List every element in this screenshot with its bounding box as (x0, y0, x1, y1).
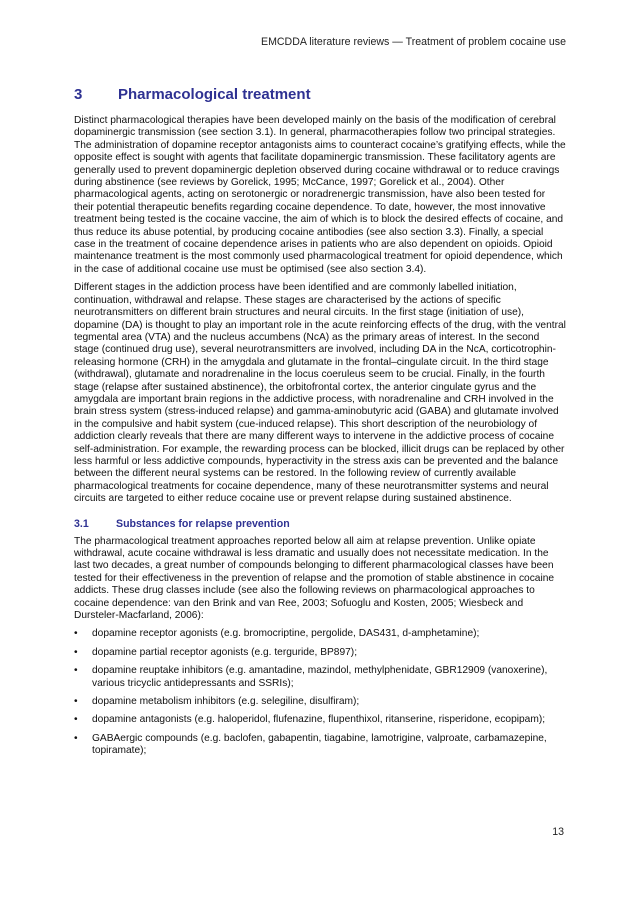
bullet-icon: • (74, 646, 78, 658)
list-item (74, 647, 566, 659)
intro-paragraph-1: Distinct pharmacological therapies have been developed mainly on the basis of the modification of cerebral dopaminergic transmission (see section 3.1). In general, pharmacotherapies follow two principal strategies. The administration of dopamine receptor antagonists aims to counteract cocaine’s gratifying effects, while the opposite effect is sought with agents that facilitate dopaminergic transmission. These facilitatory agents are generally used to prevent dopaminergic depletion observed during cocaine withdrawal or to reduce cravings during abstinence (see reviews by Gorelick, 1995; McCance, 1997; Gorelick et al., 2004). Other pharmacological agents, acting on serotonergic or noradrenergic transmission, have also been tested for their potential therapeutic benefits regarding cocaine dependence. To date, however, the most innovative treatment being tested is the cocaine vaccine, the aim of which is to block the desired effects of cocaine, and thus reduce its abuse potential, by producing cocaine antibodies (see also section 3.3). Finally, a special case in the treatment of cocaine dependence arises in patients who are also dependent on opioids. Opioid maintenance treatment is the most commonly used pharmacological treatment for opioid dependence, which in the case of additional cocaine use must be optimised (see also section 3.4). (74, 115, 566, 275)
bullet-icon: • (74, 665, 78, 677)
drug-class-list (74, 628, 566, 757)
bullet-icon: • (74, 696, 78, 708)
intro-paragraph-2: Different stages in the addiction process have been identified and are commonly labelled initiation, continuation, withdrawal and relapse. These stages are characterised by the actions of specific neurotransmitters on different brain structures and neural circuits. In the first stage (initiation of use), dopamine (DA) is thought to play an important role in the acute reinforcing effects of the drug, with the ventral tegmental area (VTA) and the nucleus accumbens (NcA) as the primary areas of interest. In the second stage (continued drug use), several neurotransmitters are involved, including DA in the NcA, corticotrophin-releasing hormone (CRH) in the amygdala and glutamate in the frontal–cingulate circuit. In the third stage (withdrawal), glutamate and noradrenaline in the locus coeruleus seem to be crucial. Finally, in the fourth stage (relapse after sustained abstinence), the orbitofrontal cortex, the anterior cingulate gyrus and the amygdala are important brain regions in the addictive process, with noradrenaline and CRH involved in the brain stress system (stress-induced relapse) and gamma-aminobutyric acid (GABA) and glutamate involved in the compulsive and habit system (cue-induced relapse). This short description of the neurobiology of addiction clearly reveals that there are many different ways to intervene in the addictive process of cocaine self-administration. For example, the rewarding process can be blocked, illicit drugs can be replaced by other less harmful or less addictive compounds, hyperactivity in the stress axis can be prevented and the balance between the different neural systems can be restored. In the following review of currently available pharmacological treatments for cocaine dependence, many of these neurotransmitter systems and neural circuits are targeted to either reduce cocaine use or prevent relapse during sustained abstinence. (74, 282, 566, 505)
section-number: 3.1 (74, 517, 89, 530)
chapter-number: 3 (74, 86, 83, 103)
list-item-text: dopamine partial receptor agonists (e.g. terguride, BP897); (92, 646, 358, 658)
bullet-icon: • (74, 714, 78, 726)
list-item (74, 714, 566, 726)
page-content (74, 86, 566, 764)
list-item-text: dopamine receptor agonists (e.g. bromocriptine, pergolide, DAS431, d-amphetamine); (92, 628, 480, 640)
list-item-text: GABAergic compounds (e.g. baclofen, gabapentin, tiagabine, lamotrigine, valproate, carbamazepine, topiramate); (92, 732, 547, 757)
bullet-icon: • (74, 628, 78, 640)
chapter-heading (74, 86, 566, 103)
list-item-text: dopamine antagonists (e.g. haloperidol, flufenazine, flupenthixol, ritanserine, risperidone, ecopipam); (92, 714, 546, 726)
list-item (74, 628, 566, 640)
running-header: EMCDDA literature reviews — Treatment of problem cocaine use (261, 36, 566, 48)
section-paragraph: The pharmacological treatment approaches reported below all aim at relapse prevention. Unlike opiate withdrawal, acute cocaine withdrawal is less dramatic and usually does not necessitate medication. In the last two decades, a great number of compounds belonging to different pharmacological classes have been tested for their effectiveness in the prevention of relapse and the promotion of stable abstinence in cocaine addicts. These drug classes include (see also the following reviews on pharmacological approaches to cocaine dependence: van den Brink and van Ree, 2003; Sofuoglu and Kosten, 2005; Wiesbeck and Dursteler-Macfarland, 2006): (74, 535, 555, 622)
list-item-text: dopamine reuptake inhibitors (e.g. amantadine, mazindol, methylphenidate, GBR12909 (vanoxerine), various tricyclic antidepressants and SSRIs); (92, 665, 548, 689)
page-number: 13 (552, 826, 564, 838)
list-item (74, 696, 566, 708)
list-item-text: dopamine metabolism inhibitors (e.g. selegiline, disulfiram); (92, 696, 360, 708)
list-item (74, 733, 566, 758)
chapter-title: Pharmacological treatment (118, 86, 311, 103)
list-item (74, 665, 566, 690)
section-heading (74, 518, 566, 530)
bullet-icon: • (74, 732, 78, 744)
section-title: Substances for relapse prevention (116, 517, 290, 530)
